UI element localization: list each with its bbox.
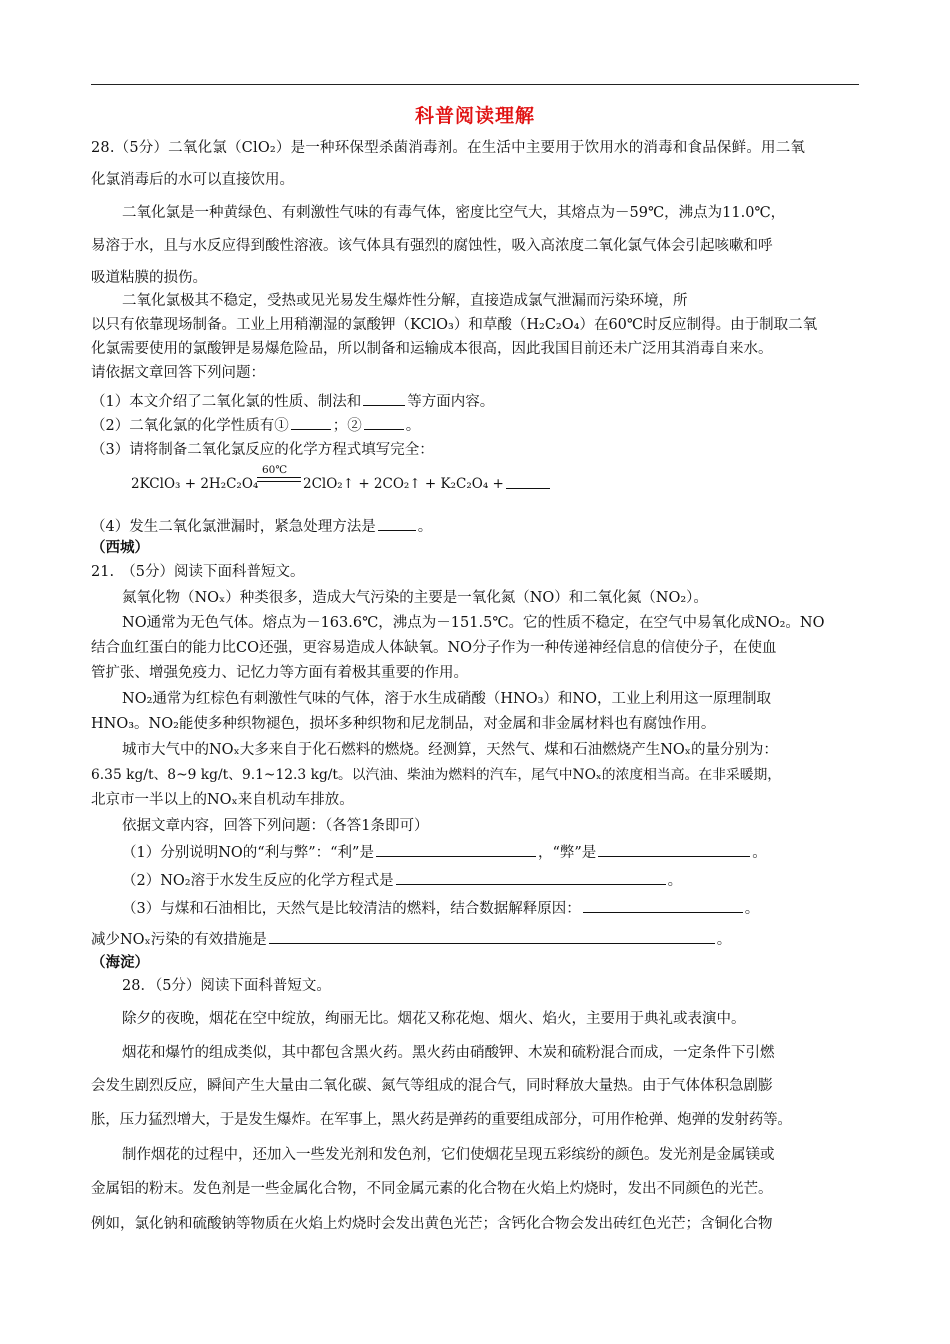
- text-line: 胀，压力猛烈增大，于是发生爆炸。在军事上，黑火药是弹药的重要组成部分，可用作枪弹、炮弹的发射药等。: [91, 1112, 792, 1128]
- answer-blank[interactable]: [583, 898, 743, 913]
- header-rule: [91, 84, 859, 85]
- question-line: [91, 929, 731, 950]
- question-line: [122, 842, 767, 863]
- text-line: 金属铝的粉末。发色剂是一些金属化合物，不同金属元素的化合物在火焰上灼烧时，发出不同颜色的光芒。: [91, 1181, 773, 1197]
- question-text: 。: [417, 519, 433, 535]
- text-line: 请依据文章回答下列问题：: [91, 365, 265, 381]
- text-line: NO₂通常为红棕色有刺激性气味的气体，溶于水生成硝酸（HNO₃）和NO，工业上利用这一原理制取: [122, 691, 771, 707]
- question-text: 。: [752, 845, 767, 861]
- chemical-equation: [131, 462, 631, 502]
- question-line: [122, 870, 682, 891]
- question-text: （2）NO₂溶于水发生反应的化学方程式是: [122, 873, 394, 889]
- text-line: 氮氧化物（NOₓ）种类很多，造成大气污染的主要是一氧化氮（NO）和二氧化氮（NO₂）。: [122, 590, 708, 606]
- text-line: 例如，氯化钠和硫酸钠等物质在火焰上灼烧时会发出黄色光芒；含钙化合物会发出砖红色光芒；含铜化合物: [91, 1216, 773, 1232]
- text-line: 依据文章内容，回答下列问题：（各答1条即可）: [122, 818, 429, 834]
- question-text: 减少NOₓ污染的有效措施是: [91, 932, 267, 948]
- source-label: （西城）: [91, 539, 149, 556]
- answer-blank[interactable]: [269, 929, 715, 944]
- answer-blank[interactable]: [506, 488, 550, 489]
- text-line: HNO₃。NO₂能使多种织物褪色，损坏多种织物和尼龙制品，对金属和非金属材料也有腐蚀作用。: [91, 716, 716, 732]
- equation-sign: [257, 481, 301, 482]
- text-line: 烟花和爆竹的组成类似，其中都包含黑火药。黑火药由硝酸钾、木炭和硫粉混合而成，一定条件下引燃: [122, 1045, 775, 1061]
- question-line: [122, 898, 759, 919]
- page-title: 科普阅读理解: [414, 105, 535, 127]
- question-text: 。: [405, 418, 421, 434]
- question-line: [91, 516, 432, 537]
- equation-left: 2KClO₃ + 2H₂C₂O₄: [131, 476, 259, 492]
- equation-sign: [257, 477, 301, 478]
- text-line: 二氧化氯极其不稳定，受热或见光易发生爆炸性分解，直接造成氯气泄漏而污染环境，所: [122, 293, 688, 309]
- text-line: 会发生剧烈反应，瞬间产生大量由二氧化碳、氮气等组成的混合气，同时释放大量热。由于气体体积急剧膨: [91, 1078, 773, 1094]
- question-text: （4）发生二氧化氯泄漏时，紧急处理方法是: [91, 519, 376, 535]
- text-line: 管扩张、增强免疫力、记忆力等方面有着极其重要的作用。: [91, 665, 468, 681]
- answer-blank[interactable]: [376, 842, 536, 857]
- text-line: 28.（5分）二氧化氯（ClO₂）是一种环保型杀菌消毒剂。在生活中主要用于饮用水的消毒和食品保鲜。用二氧: [91, 140, 806, 156]
- question-text: 等方面内容。: [407, 394, 495, 410]
- answer-blank[interactable]: [364, 415, 404, 430]
- question-line: [91, 391, 494, 412]
- answer-blank[interactable]: [396, 870, 666, 885]
- question-line: [91, 415, 420, 436]
- source-label: （海淀）: [91, 954, 149, 971]
- text-line: 化氯需要使用的氯酸钾是易爆危险品，所以制备和运输成本很高，因此我国目前还未广泛用其消毒自来水。: [91, 341, 773, 357]
- text-line: 结合血红蛋白的能力比CO还强，更容易造成人体缺氧。NO分子作为一种传递神经信息的信使分子，在使血: [91, 640, 777, 656]
- answer-blank[interactable]: [598, 842, 750, 857]
- text-line: 以只有依靠现场制备。工业上用稍潮湿的氯酸钾（KClO₃）和草酸（H₂C₂O₄）在60℃时反应制得。由于制取二氧: [91, 317, 818, 333]
- text-line: 21. （5分）阅读下面科普短文。: [91, 564, 305, 580]
- question-text: （2）二氧化氯的化学性质有①: [91, 418, 289, 434]
- text-line: 二氧化氯是一种黄绿色、有刺激性气味的有毒气体，密度比空气大，其熔点为－59℃，沸点为11.0℃，: [122, 205, 786, 221]
- answer-blank[interactable]: [363, 391, 405, 406]
- question-text: （1）分别说明NO的“利与弊”：“利”是: [122, 845, 374, 861]
- equation-right: 2ClO₂↑ + 2CO₂↑ + K₂C₂O₄ +: [303, 476, 504, 492]
- text-line: NO通常为无色气体。熔点为－163.6℃，沸点为－151.5℃。它的性质不稳定，在空气中易氧化成NO₂。NO: [122, 615, 825, 631]
- text-line: 城市大气中的NOₓ大多来自于化石燃料的燃烧。经测算，天然气、煤和石油燃烧产生NOₓ的量分别为：: [122, 742, 778, 758]
- question-text: ；②: [332, 418, 362, 434]
- text-line: 吸道粘膜的损伤。: [91, 270, 207, 286]
- question-text: 。: [716, 932, 732, 948]
- question-text: 。: [667, 873, 683, 889]
- question-text: （1）本文介绍了二氧化氯的性质、制法和: [91, 394, 362, 410]
- answer-blank[interactable]: [378, 516, 416, 531]
- text-line: 易溶于水，且与水反应得到酸性溶液。该气体具有强烈的腐蚀性，吸入高浓度二氧化氯气体会引起咳嗽和呼: [91, 238, 773, 254]
- text-line: 6.35 kg/t、8~9 kg/t、9.1~12.3 kg/t。以汽油、柴油为燃料的汽车，尾气中NOₓ的浓度相当高。在非采暖期，: [91, 767, 782, 783]
- text-line: 北京市一半以上的NOₓ来自机动车排放。: [91, 792, 354, 808]
- question-text: ，“弊”是: [537, 845, 597, 861]
- question-text: 。: [744, 901, 760, 917]
- text-line: 28．（5分）阅读下面科普短文。: [122, 978, 331, 994]
- equation-condition: 60℃: [262, 464, 288, 476]
- text-line: 制作烟花的过程中，还加入一些发光剂和发色剂，它们使烟花呈现五彩缤纷的颜色。发光剂是金属镁或: [122, 1147, 775, 1163]
- text-line: （3）请将制备二氧化氯反应的化学方程式填写完全：: [91, 442, 434, 458]
- question-text: （3）与煤和石油相比，天然气是比较清洁的燃料，结合数据解释原因：: [122, 901, 581, 917]
- text-line: 化氯消毒后的水可以直接饮用。: [91, 172, 294, 188]
- answer-blank[interactable]: [291, 415, 331, 430]
- text-line: 除夕的夜晚，烟花在空中绽放，绚丽无比。烟花又称花炮、烟火、焰火，主要用于典礼或表演中。: [122, 1011, 746, 1027]
